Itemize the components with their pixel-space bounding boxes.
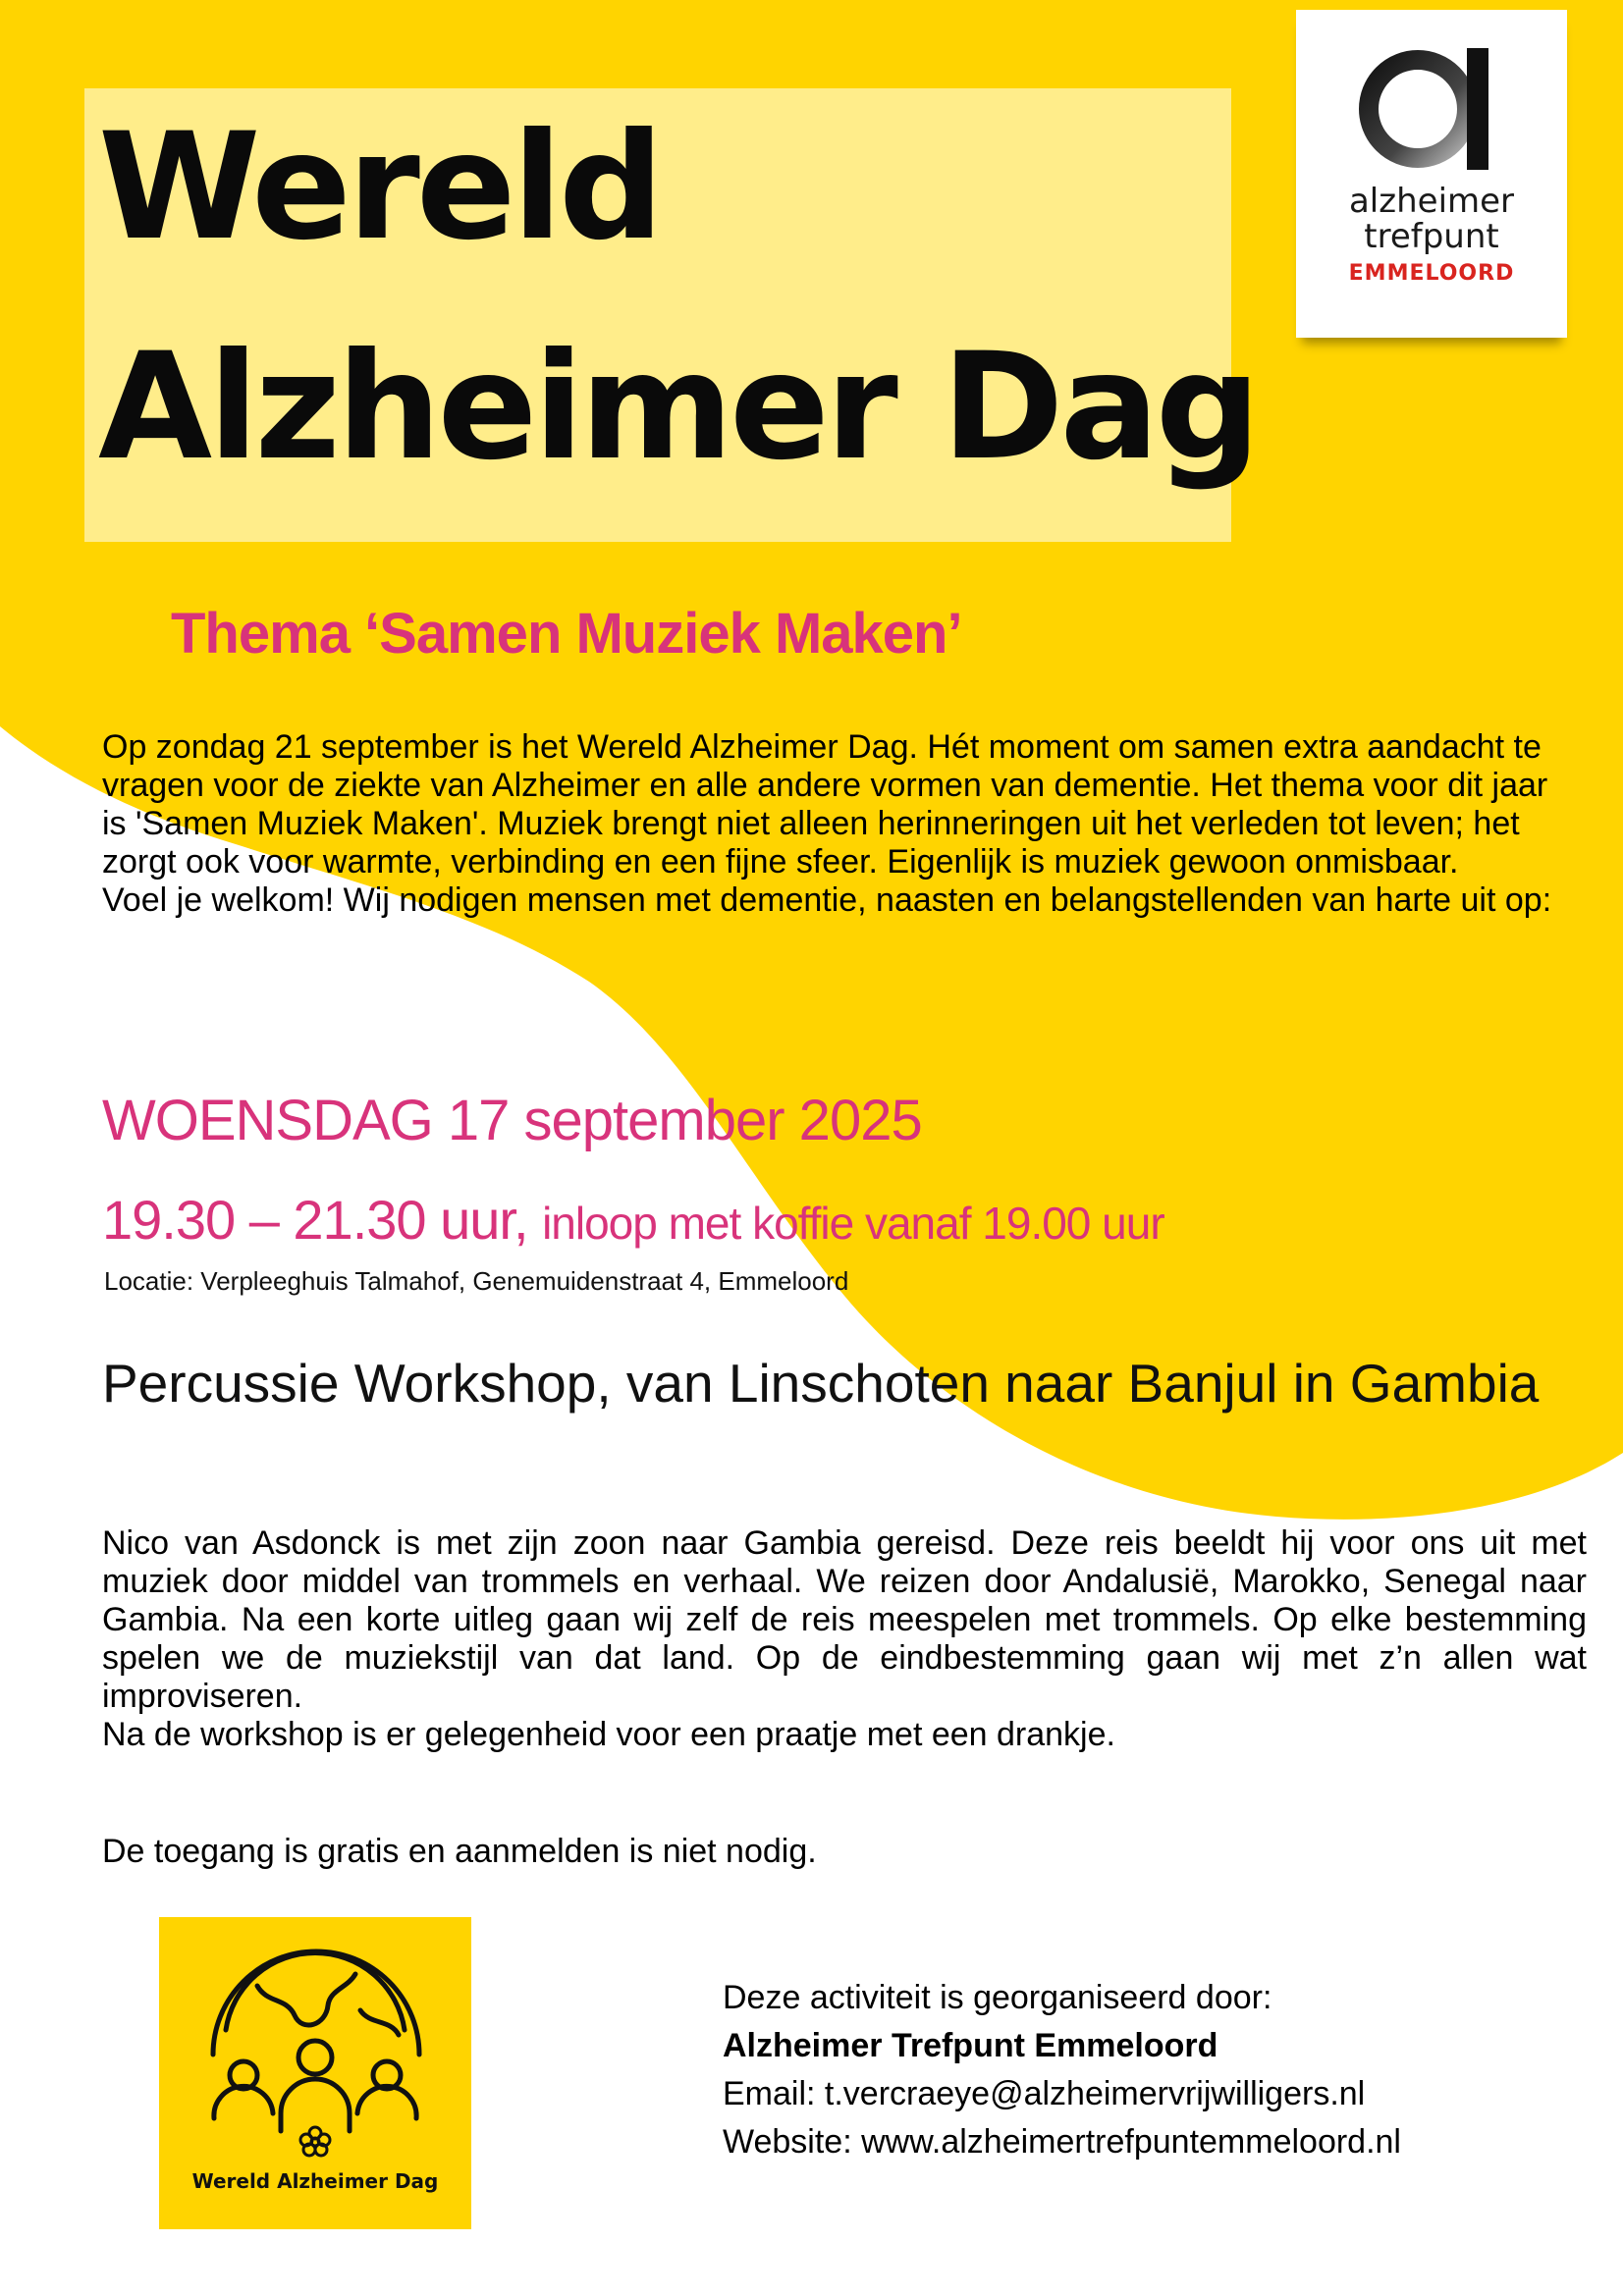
entry-note: De toegang is gratis en aanmelden is niet nodig. (102, 1833, 817, 1870)
title-line-2: Alzheimer Dag (98, 322, 1258, 493)
logo-text-emmeloord: EMMELOORD (1348, 261, 1515, 286)
title-box (84, 88, 1258, 542)
event-location: Locatie: Verpleeghuis Talmahof, Genemuidenstraat 4, Emmeloord (104, 1266, 849, 1296)
title-line-1: Wereld (98, 102, 661, 273)
organizer-block (723, 1974, 1401, 2166)
letter-a-logo-icon (1357, 44, 1506, 172)
theme-rest: ema ‘Samen Muziek Maken’ (238, 602, 962, 666)
theme-bold-part: Th (171, 602, 239, 666)
theme-heading (171, 601, 962, 667)
workshop-description (102, 1524, 1587, 1754)
workshop-heading: Percussie Workshop, van Linschoten naar Banjul in Gambia (102, 1353, 1540, 1414)
wereld-alzheimer-dag-logo (159, 1917, 471, 2229)
logo-text-trefpunt: trefpunt (1364, 217, 1499, 256)
intro-paragraph-1: Op zondag 21 september is het Wereld Alzheimer Dag. Hét moment om samen extra aandacht te vragen voor de ziekte van Alzheimer en alle andere vormen van dementie. Het thema voor dit jaar is 'Samen Muziek Maken'. Muziek brengt niet alleen herinneringen uit het verleden tot leven; het zorgt ook voor warmte, verbinding en een fijne sfeer. Eigenlijk is muziek gewoon onmisbaar. (102, 728, 1548, 881)
event-walk-in: inloop met koffie vanaf 19.00 uur (542, 1198, 1164, 1249)
workshop-paragraph-2: Na de workshop is er gelegenheid voor een praatje met een drankje. (102, 1716, 1115, 1753)
alzheimer-trefpunt-logo (1296, 10, 1567, 338)
organizer-email-link[interactable]: Email: t.vercraeye@alzheimervrijwilligers.nl (723, 2075, 1366, 2112)
event-date: WOENSDAG 17 september 2025 (102, 1089, 922, 1152)
wad-logo-caption: Wereld Alzheimer Dag (191, 2169, 439, 2193)
event-time: 19.30 – 21.30 uur, (102, 1189, 543, 1251)
organizer-website-link[interactable]: Website: www.alzheimertrefpuntemmeloord.nl (723, 2123, 1401, 2161)
organizer-name: Alzheimer Trefpunt Emmeloord (723, 2027, 1218, 2064)
workshop-paragraph-1: Nico van Asdonck is met zijn zoon naar Gambia gereisd. Deze reis beeldt hij voor ons uit met muziek door middel van trommels en verhaal. We reizen door Andalusië, Marokko, Senegal naar Gambia. Na een korte uitleg gaan wij zelf de reis meespelen met trommels. Op elke bestemming spelen we de muziekstijl van dat land. Op de eindbestemming gaan wij met z’n allen wat improviseren. (102, 1524, 1587, 1715)
intro-text (102, 728, 1555, 920)
logo-text-alzheimer: alzheimer (1348, 182, 1515, 221)
intro-paragraph-2: Voel je welkom! Wij nodigen mensen met dementie, naasten en belangstellenden van harte uit op: (102, 881, 1552, 919)
event-time-line (102, 1188, 1164, 1252)
organizer-intro: Deze activiteit is georganiseerd door: (723, 1979, 1272, 2016)
